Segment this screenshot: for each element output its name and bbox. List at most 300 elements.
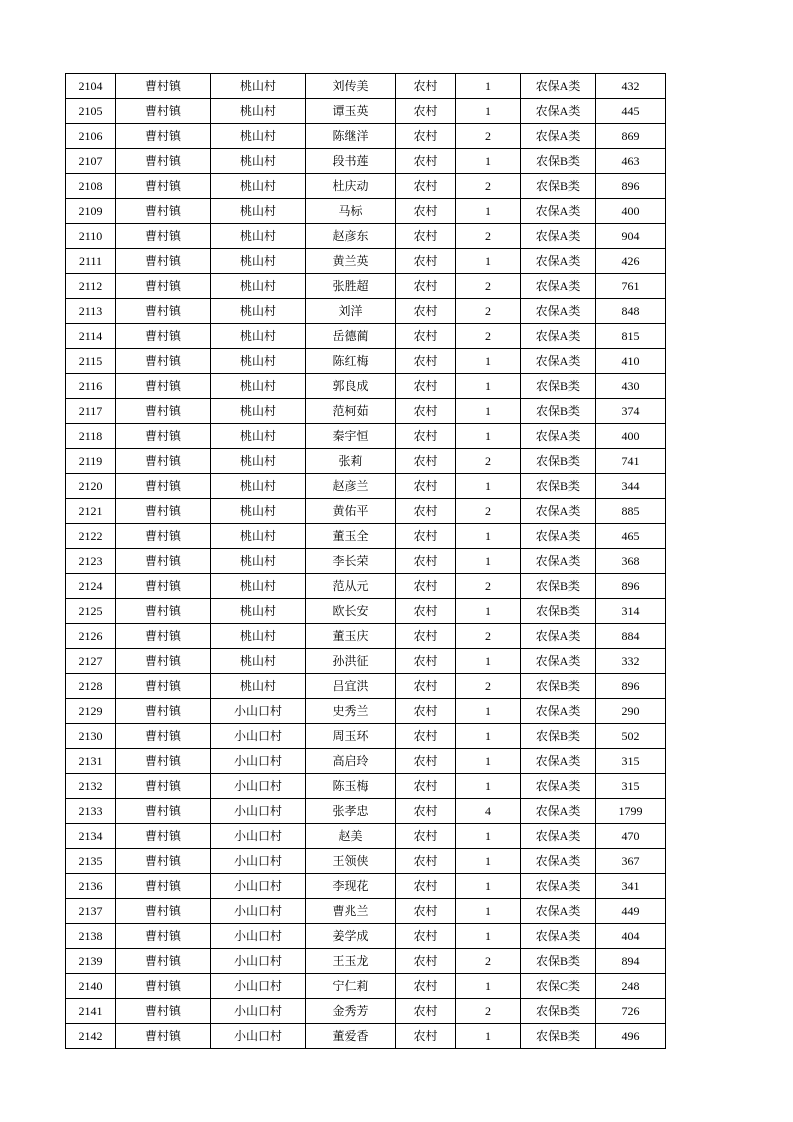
cell-village: 小山口村 — [211, 799, 306, 824]
cell-town: 曹村镇 — [116, 74, 211, 99]
cell-town: 曹村镇 — [116, 674, 211, 699]
cell-insurance-category: 农保A类 — [521, 524, 596, 549]
cell-serial-number: 2104 — [66, 74, 116, 99]
cell-person-count: 2 — [456, 999, 521, 1024]
cell-person-name: 秦宇恒 — [306, 424, 396, 449]
cell-town: 曹村镇 — [116, 224, 211, 249]
cell-village: 小山口村 — [211, 749, 306, 774]
table-row — [66, 249, 666, 274]
cell-amount: 410 — [596, 349, 666, 374]
table-row — [66, 824, 666, 849]
cell-amount: 869 — [596, 124, 666, 149]
cell-village: 桃山村 — [211, 674, 306, 699]
cell-town: 曹村镇 — [116, 799, 211, 824]
cell-person-count: 1 — [456, 74, 521, 99]
cell-residence-type: 农村 — [396, 299, 456, 324]
cell-person-name: 张莉 — [306, 449, 396, 474]
cell-person-name: 董玉全 — [306, 524, 396, 549]
table-row — [66, 174, 666, 199]
cell-person-name: 陈红梅 — [306, 349, 396, 374]
cell-town: 曹村镇 — [116, 374, 211, 399]
cell-insurance-category: 农保A类 — [521, 424, 596, 449]
data-table — [65, 73, 666, 1049]
cell-residence-type: 农村 — [396, 549, 456, 574]
cell-residence-type: 农村 — [396, 399, 456, 424]
cell-insurance-category: 农保A类 — [521, 249, 596, 274]
cell-insurance-category: 农保A类 — [521, 274, 596, 299]
cell-insurance-category: 农保A类 — [521, 824, 596, 849]
cell-insurance-category: 农保A类 — [521, 349, 596, 374]
cell-person-count: 1 — [456, 649, 521, 674]
cell-person-name: 黄兰英 — [306, 249, 396, 274]
cell-amount: 315 — [596, 774, 666, 799]
cell-insurance-category: 农保A类 — [521, 899, 596, 924]
cell-person-count: 1 — [456, 249, 521, 274]
cell-person-count: 1 — [456, 599, 521, 624]
cell-amount: 400 — [596, 424, 666, 449]
cell-town: 曹村镇 — [116, 899, 211, 924]
cell-town: 曹村镇 — [116, 574, 211, 599]
cell-person-count: 1 — [456, 924, 521, 949]
cell-amount: 741 — [596, 449, 666, 474]
cell-serial-number: 2117 — [66, 399, 116, 424]
cell-amount: 815 — [596, 324, 666, 349]
cell-residence-type: 农村 — [396, 1024, 456, 1049]
cell-serial-number: 2109 — [66, 199, 116, 224]
cell-residence-type: 农村 — [396, 424, 456, 449]
cell-village: 小山口村 — [211, 824, 306, 849]
cell-person-name: 孙洪征 — [306, 649, 396, 674]
cell-serial-number: 2116 — [66, 374, 116, 399]
table-row — [66, 949, 666, 974]
cell-town: 曹村镇 — [116, 749, 211, 774]
cell-residence-type: 农村 — [396, 574, 456, 599]
cell-serial-number: 2140 — [66, 974, 116, 999]
cell-person-count: 1 — [456, 874, 521, 899]
cell-insurance-category: 农保A类 — [521, 874, 596, 899]
cell-village: 桃山村 — [211, 149, 306, 174]
table-row — [66, 724, 666, 749]
cell-residence-type: 农村 — [396, 599, 456, 624]
cell-person-name: 金秀芳 — [306, 999, 396, 1024]
cell-insurance-category: 农保C类 — [521, 974, 596, 999]
cell-person-count: 2 — [456, 949, 521, 974]
table-row — [66, 474, 666, 499]
cell-village: 桃山村 — [211, 524, 306, 549]
table-row — [66, 574, 666, 599]
cell-amount: 761 — [596, 274, 666, 299]
cell-person-name: 欧长安 — [306, 599, 396, 624]
table-row — [66, 224, 666, 249]
cell-village: 桃山村 — [211, 299, 306, 324]
cell-person-name: 郭良成 — [306, 374, 396, 399]
cell-person-count: 1 — [456, 699, 521, 724]
cell-insurance-category: 农保A类 — [521, 749, 596, 774]
cell-serial-number: 2141 — [66, 999, 116, 1024]
cell-insurance-category: 农保B类 — [521, 999, 596, 1024]
cell-insurance-category: 农保B类 — [521, 574, 596, 599]
cell-village: 桃山村 — [211, 249, 306, 274]
cell-residence-type: 农村 — [396, 674, 456, 699]
table-row — [66, 449, 666, 474]
cell-residence-type: 农村 — [396, 999, 456, 1024]
cell-person-name: 吕宜洪 — [306, 674, 396, 699]
cell-residence-type: 农村 — [396, 874, 456, 899]
cell-village: 桃山村 — [211, 624, 306, 649]
cell-residence-type: 农村 — [396, 949, 456, 974]
cell-serial-number: 2135 — [66, 849, 116, 874]
cell-person-name: 姜学成 — [306, 924, 396, 949]
cell-serial-number: 2124 — [66, 574, 116, 599]
table-row — [66, 424, 666, 449]
cell-amount: 885 — [596, 499, 666, 524]
cell-serial-number: 2111 — [66, 249, 116, 274]
cell-residence-type: 农村 — [396, 274, 456, 299]
cell-person-count: 1 — [456, 374, 521, 399]
cell-person-count: 1 — [456, 974, 521, 999]
cell-amount: 502 — [596, 724, 666, 749]
cell-serial-number: 2127 — [66, 649, 116, 674]
cell-serial-number: 2119 — [66, 449, 116, 474]
cell-serial-number: 2108 — [66, 174, 116, 199]
cell-amount: 341 — [596, 874, 666, 899]
cell-residence-type: 农村 — [396, 774, 456, 799]
cell-residence-type: 农村 — [396, 524, 456, 549]
table-row — [66, 374, 666, 399]
cell-person-name: 段书莲 — [306, 149, 396, 174]
cell-residence-type: 农村 — [396, 374, 456, 399]
table-row — [66, 499, 666, 524]
cell-person-count: 2 — [456, 499, 521, 524]
cell-village: 小山口村 — [211, 724, 306, 749]
cell-residence-type: 农村 — [396, 699, 456, 724]
table-row — [66, 849, 666, 874]
table-row — [66, 649, 666, 674]
cell-serial-number: 2120 — [66, 474, 116, 499]
cell-person-name: 董玉庆 — [306, 624, 396, 649]
cell-person-count: 1 — [456, 474, 521, 499]
cell-serial-number: 2133 — [66, 799, 116, 824]
cell-amount: 374 — [596, 399, 666, 424]
cell-person-name: 谭玉英 — [306, 99, 396, 124]
cell-person-count: 2 — [456, 674, 521, 699]
cell-person-name: 史秀兰 — [306, 699, 396, 724]
cell-residence-type: 农村 — [396, 74, 456, 99]
cell-village: 桃山村 — [211, 199, 306, 224]
cell-serial-number: 2134 — [66, 824, 116, 849]
cell-village: 桃山村 — [211, 549, 306, 574]
cell-village: 小山口村 — [211, 924, 306, 949]
cell-insurance-category: 农保B类 — [521, 449, 596, 474]
cell-person-count: 1 — [456, 199, 521, 224]
cell-amount: 848 — [596, 299, 666, 324]
cell-insurance-category: 农保B类 — [521, 1024, 596, 1049]
cell-town: 曹村镇 — [116, 474, 211, 499]
cell-insurance-category: 农保A类 — [521, 799, 596, 824]
cell-village: 小山口村 — [211, 699, 306, 724]
cell-serial-number: 2137 — [66, 899, 116, 924]
table-row — [66, 349, 666, 374]
cell-amount: 332 — [596, 649, 666, 674]
cell-serial-number: 2139 — [66, 949, 116, 974]
cell-person-count: 1 — [456, 549, 521, 574]
cell-person-name: 岳德蔺 — [306, 324, 396, 349]
cell-village: 桃山村 — [211, 399, 306, 424]
cell-person-count: 1 — [456, 524, 521, 549]
cell-serial-number: 2142 — [66, 1024, 116, 1049]
table-row — [66, 324, 666, 349]
cell-person-name: 王领侠 — [306, 849, 396, 874]
cell-serial-number: 2123 — [66, 549, 116, 574]
cell-town: 曹村镇 — [116, 124, 211, 149]
cell-person-count: 1 — [456, 849, 521, 874]
cell-person-name: 范柯茹 — [306, 399, 396, 424]
cell-person-name: 李现花 — [306, 874, 396, 899]
cell-residence-type: 农村 — [396, 974, 456, 999]
cell-village: 桃山村 — [211, 124, 306, 149]
cell-village: 桃山村 — [211, 274, 306, 299]
cell-person-name: 赵美 — [306, 824, 396, 849]
cell-residence-type: 农村 — [396, 99, 456, 124]
cell-village: 小山口村 — [211, 874, 306, 899]
cell-amount: 449 — [596, 899, 666, 924]
cell-person-count: 1 — [456, 899, 521, 924]
cell-insurance-category: 农保B类 — [521, 949, 596, 974]
cell-residence-type: 农村 — [396, 724, 456, 749]
cell-person-count: 1 — [456, 724, 521, 749]
cell-town: 曹村镇 — [116, 324, 211, 349]
cell-town: 曹村镇 — [116, 399, 211, 424]
cell-person-count: 1 — [456, 149, 521, 174]
table-row — [66, 774, 666, 799]
cell-amount: 367 — [596, 849, 666, 874]
cell-village: 桃山村 — [211, 424, 306, 449]
cell-insurance-category: 农保A类 — [521, 624, 596, 649]
cell-person-count: 2 — [456, 574, 521, 599]
cell-residence-type: 农村 — [396, 499, 456, 524]
cell-person-name: 马标 — [306, 199, 396, 224]
cell-person-count: 2 — [456, 274, 521, 299]
cell-residence-type: 农村 — [396, 924, 456, 949]
cell-serial-number: 2138 — [66, 924, 116, 949]
cell-village: 小山口村 — [211, 849, 306, 874]
cell-amount: 290 — [596, 699, 666, 724]
cell-serial-number: 2106 — [66, 124, 116, 149]
cell-insurance-category: 农保A类 — [521, 699, 596, 724]
table-row — [66, 549, 666, 574]
cell-amount: 1799 — [596, 799, 666, 824]
cell-residence-type: 农村 — [396, 349, 456, 374]
cell-serial-number: 2129 — [66, 699, 116, 724]
cell-village: 小山口村 — [211, 899, 306, 924]
cell-insurance-category: 农保A类 — [521, 774, 596, 799]
cell-amount: 430 — [596, 374, 666, 399]
cell-town: 曹村镇 — [116, 549, 211, 574]
cell-town: 曹村镇 — [116, 999, 211, 1024]
table-row — [66, 74, 666, 99]
cell-person-count: 4 — [456, 799, 521, 824]
cell-village: 桃山村 — [211, 374, 306, 399]
cell-town: 曹村镇 — [116, 949, 211, 974]
cell-person-name: 黄佑平 — [306, 499, 396, 524]
cell-person-count: 1 — [456, 349, 521, 374]
cell-person-name: 刘传美 — [306, 74, 396, 99]
cell-town: 曹村镇 — [116, 174, 211, 199]
table-row — [66, 899, 666, 924]
cell-serial-number: 2136 — [66, 874, 116, 899]
cell-person-count: 2 — [456, 174, 521, 199]
cell-insurance-category: 农保B类 — [521, 174, 596, 199]
cell-residence-type: 农村 — [396, 649, 456, 674]
table-row — [66, 924, 666, 949]
cell-town: 曹村镇 — [116, 849, 211, 874]
cell-person-name: 宁仁莉 — [306, 974, 396, 999]
cell-insurance-category: 农保A类 — [521, 124, 596, 149]
cell-serial-number: 2130 — [66, 724, 116, 749]
cell-amount: 248 — [596, 974, 666, 999]
cell-amount: 315 — [596, 749, 666, 774]
cell-person-name: 范从元 — [306, 574, 396, 599]
table-row — [66, 749, 666, 774]
cell-insurance-category: 农保B类 — [521, 149, 596, 174]
table-row — [66, 674, 666, 699]
cell-amount: 496 — [596, 1024, 666, 1049]
cell-amount: 896 — [596, 574, 666, 599]
cell-amount: 894 — [596, 949, 666, 974]
cell-town: 曹村镇 — [116, 99, 211, 124]
table-body — [66, 74, 666, 1049]
cell-insurance-category: 农保A类 — [521, 649, 596, 674]
cell-insurance-category: 农保B类 — [521, 399, 596, 424]
cell-serial-number: 2121 — [66, 499, 116, 524]
cell-town: 曹村镇 — [116, 349, 211, 374]
cell-village: 桃山村 — [211, 499, 306, 524]
cell-person-name: 曹兆兰 — [306, 899, 396, 924]
cell-town: 曹村镇 — [116, 699, 211, 724]
cell-town: 曹村镇 — [116, 1024, 211, 1049]
cell-residence-type: 农村 — [396, 324, 456, 349]
cell-residence-type: 农村 — [396, 174, 456, 199]
cell-town: 曹村镇 — [116, 649, 211, 674]
cell-village: 桃山村 — [211, 324, 306, 349]
cell-residence-type: 农村 — [396, 799, 456, 824]
cell-town: 曹村镇 — [116, 249, 211, 274]
cell-amount: 314 — [596, 599, 666, 624]
table-row — [66, 874, 666, 899]
cell-serial-number: 2115 — [66, 349, 116, 374]
cell-amount: 896 — [596, 674, 666, 699]
cell-village: 桃山村 — [211, 649, 306, 674]
cell-village: 桃山村 — [211, 349, 306, 374]
cell-amount: 368 — [596, 549, 666, 574]
cell-person-name: 赵彦兰 — [306, 474, 396, 499]
cell-residence-type: 农村 — [396, 124, 456, 149]
cell-residence-type: 农村 — [396, 624, 456, 649]
cell-person-count: 1 — [456, 774, 521, 799]
cell-village: 小山口村 — [211, 999, 306, 1024]
cell-serial-number: 2132 — [66, 774, 116, 799]
cell-village: 小山口村 — [211, 1024, 306, 1049]
cell-amount: 432 — [596, 74, 666, 99]
cell-insurance-category: 农保A类 — [521, 324, 596, 349]
cell-town: 曹村镇 — [116, 299, 211, 324]
cell-residence-type: 农村 — [396, 749, 456, 774]
cell-person-count: 1 — [456, 1024, 521, 1049]
cell-serial-number: 2125 — [66, 599, 116, 624]
cell-person-name: 高启玲 — [306, 749, 396, 774]
cell-town: 曹村镇 — [116, 274, 211, 299]
cell-insurance-category: 农保A类 — [521, 549, 596, 574]
cell-residence-type: 农村 — [396, 199, 456, 224]
cell-residence-type: 农村 — [396, 249, 456, 274]
cell-village: 小山口村 — [211, 974, 306, 999]
cell-village: 桃山村 — [211, 449, 306, 474]
cell-person-name: 陈玉梅 — [306, 774, 396, 799]
cell-person-count: 1 — [456, 824, 521, 849]
cell-town: 曹村镇 — [116, 874, 211, 899]
cell-residence-type: 农村 — [396, 899, 456, 924]
cell-insurance-category: 农保B类 — [521, 674, 596, 699]
cell-village: 桃山村 — [211, 99, 306, 124]
cell-insurance-category: 农保A类 — [521, 199, 596, 224]
cell-town: 曹村镇 — [116, 624, 211, 649]
cell-person-name: 张胜超 — [306, 274, 396, 299]
table-row — [66, 699, 666, 724]
table-row — [66, 399, 666, 424]
cell-amount: 904 — [596, 224, 666, 249]
cell-town: 曹村镇 — [116, 824, 211, 849]
cell-serial-number: 2112 — [66, 274, 116, 299]
cell-serial-number: 2110 — [66, 224, 116, 249]
cell-person-count: 1 — [456, 749, 521, 774]
table-row — [66, 974, 666, 999]
table-row — [66, 99, 666, 124]
cell-person-count: 2 — [456, 124, 521, 149]
cell-village: 桃山村 — [211, 74, 306, 99]
cell-serial-number: 2128 — [66, 674, 116, 699]
cell-residence-type: 农村 — [396, 849, 456, 874]
cell-serial-number: 2131 — [66, 749, 116, 774]
cell-insurance-category: 农保A类 — [521, 924, 596, 949]
cell-serial-number: 2126 — [66, 624, 116, 649]
cell-town: 曹村镇 — [116, 424, 211, 449]
cell-amount: 344 — [596, 474, 666, 499]
cell-town: 曹村镇 — [116, 599, 211, 624]
cell-village: 桃山村 — [211, 574, 306, 599]
cell-amount: 465 — [596, 524, 666, 549]
cell-town: 曹村镇 — [116, 524, 211, 549]
cell-residence-type: 农村 — [396, 149, 456, 174]
cell-village: 桃山村 — [211, 174, 306, 199]
cell-person-count: 2 — [456, 299, 521, 324]
cell-amount: 884 — [596, 624, 666, 649]
cell-person-name: 刘洋 — [306, 299, 396, 324]
cell-person-count: 1 — [456, 424, 521, 449]
table-row — [66, 149, 666, 174]
cell-town: 曹村镇 — [116, 724, 211, 749]
cell-serial-number: 2122 — [66, 524, 116, 549]
cell-person-count: 2 — [456, 324, 521, 349]
cell-serial-number: 2114 — [66, 324, 116, 349]
cell-person-name: 董爱香 — [306, 1024, 396, 1049]
cell-insurance-category: 农保B类 — [521, 724, 596, 749]
table-row — [66, 274, 666, 299]
cell-village: 小山口村 — [211, 774, 306, 799]
cell-insurance-category: 农保A类 — [521, 99, 596, 124]
cell-town: 曹村镇 — [116, 974, 211, 999]
cell-person-name: 周玉环 — [306, 724, 396, 749]
cell-person-count: 2 — [456, 624, 521, 649]
